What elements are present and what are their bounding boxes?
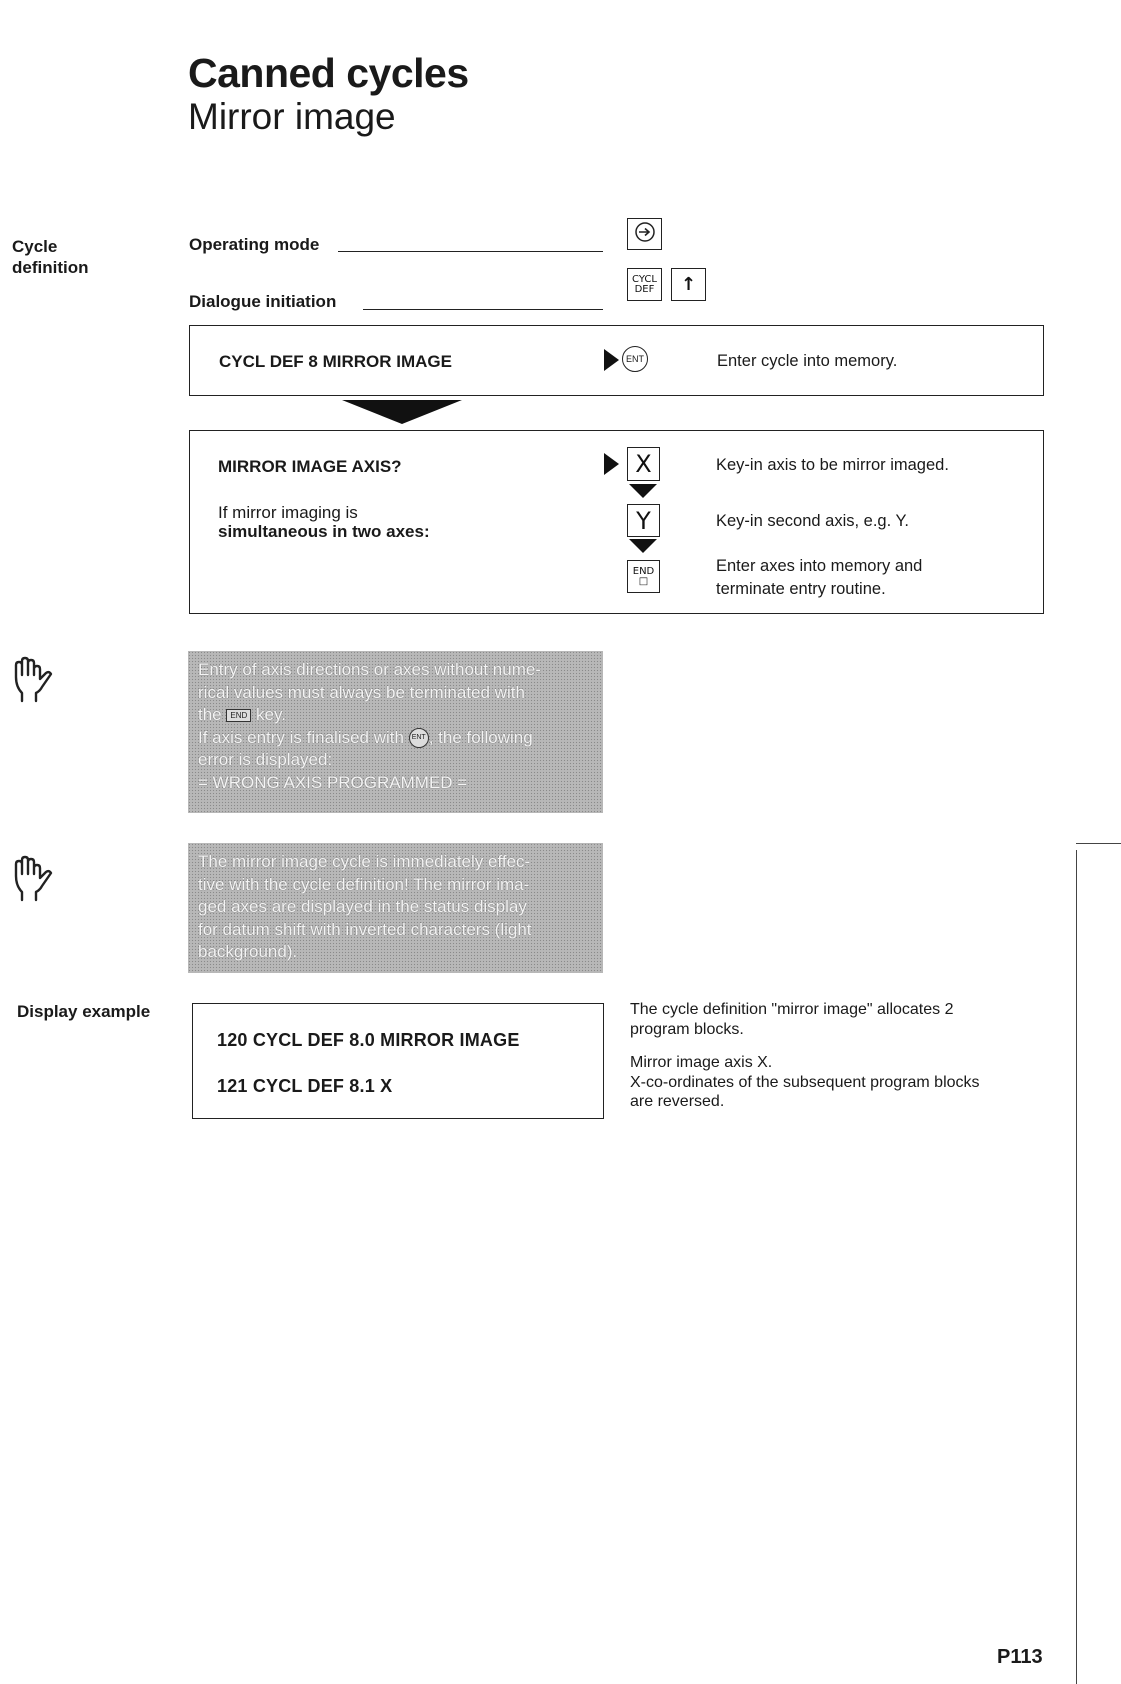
page-edge-line	[1076, 850, 1077, 1684]
display-line-120: 120 CYCL DEF 8.0 MIRROR IMAGE	[217, 1030, 520, 1050]
prompt-arrow-icon	[604, 349, 619, 371]
note1-error-message: = WRONG AXIS PROGRAMMED =	[198, 772, 468, 792]
ent-key-label: ENT	[622, 346, 648, 372]
note1-line1: Entry of axis directions or axes without nume-	[198, 660, 541, 679]
operating-mode-rule	[338, 251, 603, 252]
dialogue-initiation-rule	[363, 309, 603, 310]
flow-down-arrow-icon	[342, 400, 462, 424]
inline-end-key: END	[226, 709, 251, 722]
display-example-box	[192, 1003, 604, 1119]
note1-line3-text: the	[198, 705, 222, 724]
y-axis-key[interactable]: Y	[627, 504, 660, 537]
cycl-def-prompt: CYCL DEF 8 MIRROR IMAGE	[219, 352, 452, 371]
end-key[interactable]: END □	[627, 560, 660, 593]
down-arrow-icon	[629, 484, 657, 498]
note1-line4-end: , the following	[428, 727, 533, 747]
up-arrow-key[interactable]: ↑	[671, 268, 706, 301]
inline-ent-key: ENT	[409, 728, 429, 748]
mirror-axis-box	[189, 430, 1044, 614]
note1-line4	[198, 727, 593, 750]
page-title: Canned cycles	[188, 50, 469, 96]
note-mirror-effective: The mirror image cycle is immediately effec- tive with the cycle definition! The mirror ima- ged axes are displayed in the status display for datum shift with inverted characters (light background).	[188, 843, 603, 973]
note1-line3-end: key.	[256, 705, 286, 724]
enter-cycle-description: Enter cycle into memory.	[717, 352, 898, 370]
key-in-second-axis-description: Key-in second axis, e.g. Y.	[716, 512, 909, 530]
pointing-hand-icon	[12, 651, 56, 708]
margin-label-display-example: Display example	[17, 1002, 151, 1021]
x-axis-key[interactable]: X	[627, 447, 660, 481]
ent-key[interactable]	[622, 346, 648, 372]
pointing-hand-icon	[12, 850, 56, 907]
program-and-edit-key-icon	[634, 221, 656, 247]
margin-label-cycle-definition: Cycle definition	[12, 237, 89, 277]
dialogue-initiation-label: Dialogue initiation	[189, 292, 337, 311]
key-in-axis-description: Key-in axis to be mirror imaged.	[716, 456, 949, 474]
note1-line3	[198, 704, 593, 727]
prompt-arrow-icon	[604, 453, 619, 475]
note1-line5: error is displayed:	[198, 750, 333, 769]
note-axis-entry	[188, 651, 603, 813]
down-arrow-icon	[629, 539, 657, 553]
operating-mode-label: Operating mode	[189, 235, 320, 254]
display-description-axis: Mirror image axis X. X-co-ordinates of the subsequent program blocks are reversed.	[630, 1054, 980, 1110]
program-and-edit-key[interactable]	[627, 218, 662, 250]
enter-axes-description: Enter axes into memory and terminate entry routine.	[716, 557, 923, 598]
page-subtitle: Mirror image	[188, 96, 396, 137]
page-edge-tab	[1076, 843, 1121, 844]
display-description-blocks: The cycle definition "mirror image" allocates 2 program blocks.	[630, 1001, 954, 1038]
note1-line2: rical values must always be terminated with	[198, 682, 525, 702]
two-axes-condition-line1: If mirror imaging is	[218, 503, 358, 522]
cycle-definition-box	[189, 325, 1044, 396]
mirror-axis-prompt: MIRROR IMAGE AXIS?	[218, 457, 402, 476]
two-axes-condition-line2: simultaneous in two axes:	[218, 522, 430, 541]
display-line-121: 121 CYCL DEF 8.1 X	[217, 1076, 393, 1096]
note1-line4-text: If axis entry is finalised with	[198, 727, 404, 747]
cycl-def-key[interactable]: CYCL DEF	[627, 268, 662, 301]
page-number: P113	[997, 1646, 1043, 1668]
